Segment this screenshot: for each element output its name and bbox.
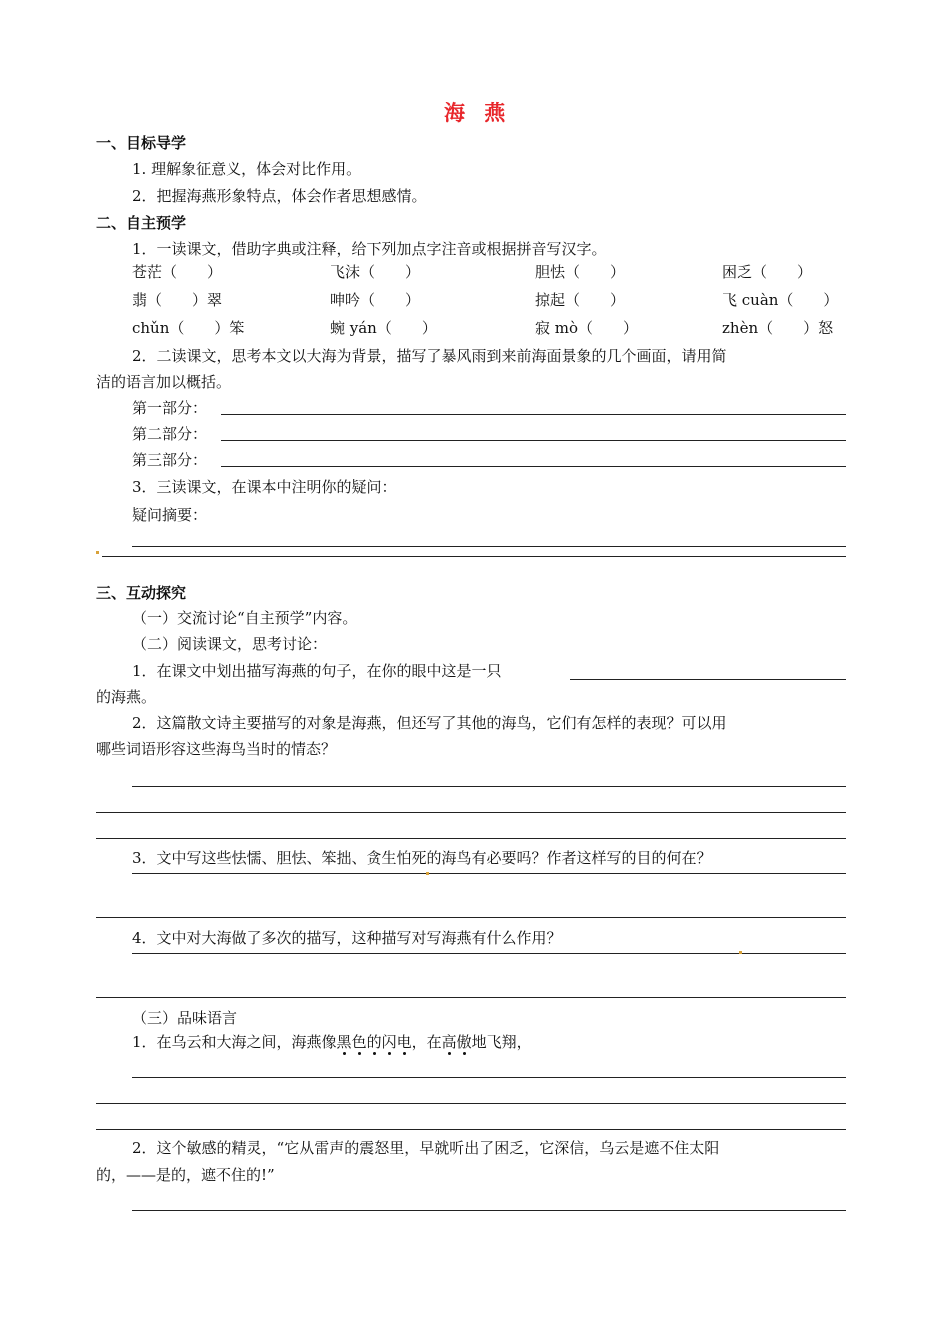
emphasis-char: 色 xyxy=(351,1033,367,1051)
emphasis-char: 黑 xyxy=(336,1033,352,1051)
section-heading-explore: 三、互动探究 xyxy=(96,584,187,602)
lq1-text-a: 1．在乌云和大海之间，海燕像 xyxy=(132,1033,337,1051)
explore-q3-answer-line-1[interactable] xyxy=(132,873,846,874)
lq1-text-c: ，在 xyxy=(411,1033,442,1051)
explore-question-1-line2: 的海燕。 xyxy=(96,688,157,706)
lq1-text-e: 地飞翔， xyxy=(471,1033,532,1051)
part2-label: 第二部分： xyxy=(132,425,208,443)
explore-q1-answer-line[interactable] xyxy=(570,679,846,680)
preview-question-1: 1．一读课文，借助字典或注释，给下列加点字注音或根据拼音写汉字。 xyxy=(132,240,607,258)
preview-question-2-line2: 洁的语言加以概括。 xyxy=(96,373,232,391)
word-kunfa: 困乏（ ） xyxy=(722,263,813,281)
part1-label: 第一部分： xyxy=(132,399,208,417)
language-q2-answer-line[interactable] xyxy=(132,1210,846,1211)
explore-q2-answer-line-2[interactable] xyxy=(96,812,846,813)
explore-q2-answer-line-3[interactable] xyxy=(96,838,846,839)
word-feimo: 飞沫（ ） xyxy=(330,263,421,281)
stray-mark xyxy=(739,951,742,954)
section-heading-preview: 二、自主预学 xyxy=(96,214,187,232)
explore-q3-answer-line-2[interactable] xyxy=(96,917,846,918)
page-title: 海 燕 xyxy=(444,100,512,125)
word-feicuan: 飞 cuàn（ ） xyxy=(722,291,839,309)
word-chunben: chǔn（ ）笨 xyxy=(132,319,245,337)
language-q1-answer-line-1[interactable] xyxy=(132,1077,846,1078)
word-jimo: 寂 mò（ ） xyxy=(535,319,639,337)
part3-answer-line[interactable] xyxy=(221,466,846,467)
part2-answer-line[interactable] xyxy=(221,440,846,441)
word-feicui: 翡（ ）翠 xyxy=(132,291,223,309)
explore-sub-1: （一）交流讨论“自主预学”内容。 xyxy=(132,609,358,627)
language-question-2-line1: 2．这个敏感的精灵，“它从雷声的震怒里，早就听出了困乏，它深信，乌云是遮不住太阳 xyxy=(132,1139,720,1157)
explore-question-2-line2: 哪些词语形容这些海鸟当时的情态？ xyxy=(96,740,337,758)
word-lueqi: 掠起（ ） xyxy=(535,291,626,309)
summary-answer-line-1[interactable] xyxy=(132,546,846,547)
stray-mark xyxy=(96,551,99,554)
emphasis-char: 闪 xyxy=(381,1033,397,1051)
language-q1-answer-line-3[interactable] xyxy=(96,1129,846,1130)
section-heading-goals: 一、目标导学 xyxy=(96,134,187,152)
word-wanyan: 蜿 yán（ ） xyxy=(330,319,437,337)
preview-question-2-line1: 2．二读课文，思考本文以大海为背景，描写了暴风雨到来前海面景象的几个画面，请用简 xyxy=(132,347,727,365)
lq1-dotted-black-lightning xyxy=(337,1033,412,1051)
word-cangmang: 苍茫（ ） xyxy=(132,263,223,281)
summary-answer-line-2[interactable] xyxy=(102,556,846,557)
explore-question-3: 3．文中写这些怯懦、胆怯、笨拙、贪生怕死的海鸟有必要吗？作者这样写的目的何在？ xyxy=(132,849,712,867)
language-q1-answer-line-2[interactable] xyxy=(96,1103,846,1104)
lq1-dotted-proud xyxy=(442,1033,472,1051)
stray-mark xyxy=(426,872,429,875)
language-question-2-line2: 的，——是的，遮不住的!” xyxy=(96,1166,275,1184)
emphasis-char: 的 xyxy=(366,1033,382,1051)
explore-q2-answer-line-1[interactable] xyxy=(132,786,846,787)
preview-question-3: 3．三读课文，在课本中注明你的疑问： xyxy=(132,478,397,496)
emphasis-char: 电 xyxy=(396,1033,412,1051)
emphasis-char: 傲 xyxy=(456,1033,472,1051)
part1-answer-line[interactable] xyxy=(221,414,846,415)
goal-item-1: 1. 理解象征意义，体会对比作用。 xyxy=(132,160,362,178)
explore-question-1-line1: 1．在课文中划出描写海燕的句子，在你的眼中这是一只 xyxy=(132,662,502,680)
emphasis-char: 高 xyxy=(441,1033,457,1051)
explore-q4-answer-line-2[interactable] xyxy=(96,997,846,998)
word-shenyin: 呻吟（ ） xyxy=(330,291,421,309)
explore-question-4: 4．文中对大海做了多次的描写，这种描写对写海燕有什么作用？ xyxy=(132,929,562,947)
question-summary-label: 疑问摘要： xyxy=(132,506,208,524)
language-question-1 xyxy=(132,1032,532,1052)
explore-sub-2: （二）阅读课文，思考讨论： xyxy=(132,635,328,653)
goal-item-2: 2．把握海燕形象特点，体会作者思想感情。 xyxy=(132,187,427,205)
part3-label: 第三部分： xyxy=(132,451,208,469)
word-zhennu: zhèn（ ）怒 xyxy=(722,319,834,337)
explore-question-2-line1: 2．这篇散文诗主要描写的对象是海燕，但还写了其他的海鸟，它们有怎样的表现？可以用 xyxy=(132,714,727,732)
explore-sub-3: （三）品味语言 xyxy=(132,1009,238,1027)
word-danqie: 胆怯（ ） xyxy=(535,263,626,281)
